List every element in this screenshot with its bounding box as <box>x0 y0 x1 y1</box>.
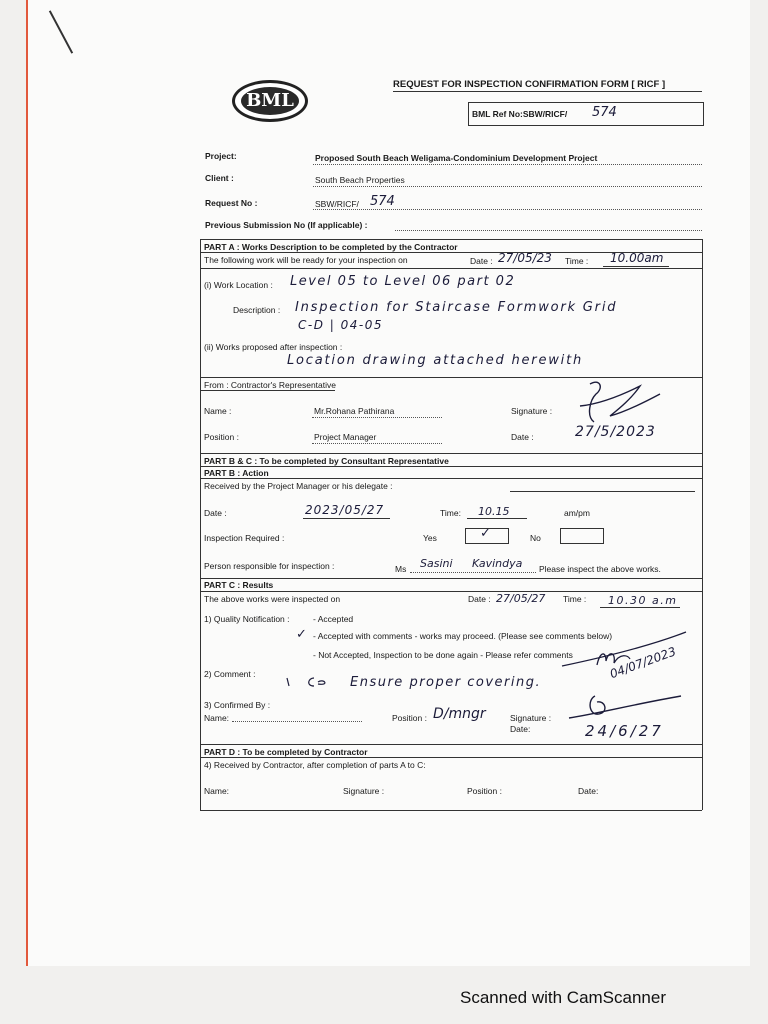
part-b-ampm-label: am/pm <box>564 508 590 518</box>
part-c-date-value: 27/05/27 <box>496 592 546 605</box>
part-a-date-label: Date : <box>470 256 493 266</box>
part-b-date-label: Date : <box>204 508 227 518</box>
rep-date-label: Date : <box>511 432 534 442</box>
rep-position-dots <box>312 443 442 444</box>
inspection-no-box[interactable] <box>560 528 604 544</box>
part-a-time-underline <box>603 266 669 267</box>
inspection-required-label: Inspection Required : <box>204 533 285 543</box>
quality-notification-label: 1) Quality Notification : <box>204 614 290 624</box>
part-a-time-label: Time : <box>565 256 589 266</box>
client-value: South Beach Properties <box>315 175 405 185</box>
part-c-end-rule <box>200 744 702 745</box>
comment-label: 2) Comment : <box>204 669 256 679</box>
work-location-value: Level 05 to Level 06 part 02 <box>290 274 516 289</box>
rep-heading: From : Contractor's Representative <box>204 380 337 390</box>
comment-value: Ensure proper covering. <box>350 675 542 690</box>
table-right-border <box>702 239 703 810</box>
please-inspect-text: Please inspect the above works. <box>539 564 661 574</box>
option-tick: ✓ <box>296 627 307 642</box>
form-title: REQUEST FOR INSPECTION CONFIRMATION FORM [ RICF ] <box>393 79 666 90</box>
part-b-heading: PART B : Action <box>204 468 269 478</box>
confirmed-signature-label: Signature : <box>510 713 552 723</box>
ref-label: BML Ref No:SBW/RICF/ <box>472 109 568 119</box>
description-label: Description : <box>233 305 281 315</box>
ref-number: 574 <box>592 105 617 120</box>
confirmed-position-value: D/mngr <box>433 706 486 722</box>
table-left-border <box>200 239 201 810</box>
part-b-date-value: 2023/05/27 <box>305 503 385 517</box>
confirmed-name-label: Name: <box>204 713 230 723</box>
part-a-end-rule <box>200 453 702 454</box>
comment-strikethrough-mark <box>284 674 344 690</box>
works-proposed-value: Location drawing attached herewith <box>287 353 584 368</box>
title-underline <box>393 91 702 92</box>
request-number: 574 <box>370 194 395 209</box>
rep-name-value: Mr.Rohana Pathirana <box>314 406 395 416</box>
part-c-heading: PART C : Results <box>204 580 274 590</box>
project-dots <box>313 164 702 165</box>
part-b-time-underline <box>467 518 527 519</box>
request-dots <box>313 209 702 210</box>
part-d-date-label: Date: <box>578 786 599 796</box>
part-a-ready-text: The following work will be ready for your inspection on <box>204 255 408 265</box>
rep-name-label: Name : <box>204 406 232 416</box>
request-label: Request No : <box>205 198 258 208</box>
rep-name-dots <box>312 417 442 418</box>
description-line-2: C-D | 04-05 <box>298 318 383 332</box>
part-a-heading: PART A : Works Description to be completed by the Contractor <box>204 242 458 252</box>
option-accepted: - Accepted <box>313 614 354 624</box>
part-d-position-label: Position : <box>467 786 502 796</box>
table-bottom-border <box>200 810 702 811</box>
project-value: Proposed South Beach Weligama-Condominium Development Project <box>315 153 598 163</box>
part-c-time-label: Time : <box>563 594 587 604</box>
person-dots <box>410 572 536 573</box>
client-dots <box>313 186 702 187</box>
part-d-name-label: Name: <box>204 786 230 796</box>
part-b-received-rule <box>510 491 695 492</box>
inspection-no-label: No <box>530 533 541 543</box>
rep-position-label: Position : <box>204 432 239 442</box>
option-with-comments: - Accepted with comments - works may proceed. (Please see comments below) <box>313 631 613 641</box>
part-d-heading: PART D : To be completed by Contractor <box>204 747 368 757</box>
annotation-date: 04/07/2023 <box>608 644 678 682</box>
part-c-time-value: 10.30 a.m <box>608 594 678 607</box>
inspection-yes-label: Yes <box>423 533 437 543</box>
client-label: Client : <box>205 173 234 183</box>
confirmed-name-dots <box>232 721 362 722</box>
confirmed-by-label: 3) Confirmed By : <box>204 700 271 710</box>
bml-logo <box>232 80 308 122</box>
part-bc-rule <box>200 466 702 467</box>
part-bc-heading: PART B & C : To be completed by Consultant Representative <box>204 456 449 466</box>
part-c-heading-rule <box>200 591 702 592</box>
part-c-inspected-text: The above works were inspected on <box>204 594 341 604</box>
consultant-signature <box>565 690 685 726</box>
rep-signature-label: Signature : <box>511 406 553 416</box>
table-top-border <box>200 239 702 240</box>
part-b-time-label: Time: <box>440 508 461 518</box>
part-b-heading-rule <box>200 478 702 479</box>
red-margin-line <box>26 0 28 966</box>
part-b-end-rule <box>200 578 702 579</box>
part-a-time-value: 10.00am <box>610 251 664 265</box>
confirmed-position-label: Position : <box>392 713 427 723</box>
person-responsible-label: Person responsible for inspection : <box>204 561 335 571</box>
rep-position-value: Project Manager <box>314 432 377 442</box>
part-b-date-underline <box>303 518 390 519</box>
confirmed-date-value: 24/6/27 <box>585 722 664 740</box>
work-location-label: (i) Work Location : <box>204 280 273 290</box>
person-prefix: Ms <box>395 564 407 574</box>
option-not-accepted: - Not Accepted, Inspection to be done again - Please refer comments <box>313 650 573 660</box>
bml-logo-text: BML <box>241 87 299 115</box>
part-d-heading-rule <box>200 757 702 758</box>
rep-date-value: 27/5/2023 <box>575 424 656 440</box>
previous-dots <box>395 230 702 231</box>
part-b-time-value: 10.15 <box>478 505 510 518</box>
part-d-received-text: 4) Received by Contractor, after completion of parts A to C: <box>204 760 426 770</box>
part-a-date-value: 27/05/23 <box>498 251 552 265</box>
part-d-signature-label: Signature : <box>343 786 385 796</box>
camscanner-watermark: Scanned with CamScanner <box>460 988 667 1007</box>
inspection-yes-tick: ✓ <box>480 526 491 541</box>
part-c-date-label: Date : <box>468 594 491 604</box>
works-proposed-label: (ii) Works proposed after inspection : <box>204 342 343 352</box>
part-a-ready-rule <box>200 268 702 269</box>
confirmed-date-label: Date: <box>510 724 531 734</box>
part-c-time-underline <box>600 607 680 608</box>
person-name: Sasini Kavindya <box>420 557 523 570</box>
project-label: Project: <box>205 151 237 161</box>
request-prefix: SBW/RICF/ <box>315 199 359 209</box>
previous-label: Previous Submission No (If applicable) : <box>205 220 368 230</box>
rep-heading-rule <box>200 390 335 391</box>
contractor-signature <box>560 376 670 426</box>
part-b-received-text: Received by the Project Manager or his delegate : <box>204 481 393 491</box>
description-line-1: Inspection for Staircase Formwork Grid <box>295 300 618 315</box>
